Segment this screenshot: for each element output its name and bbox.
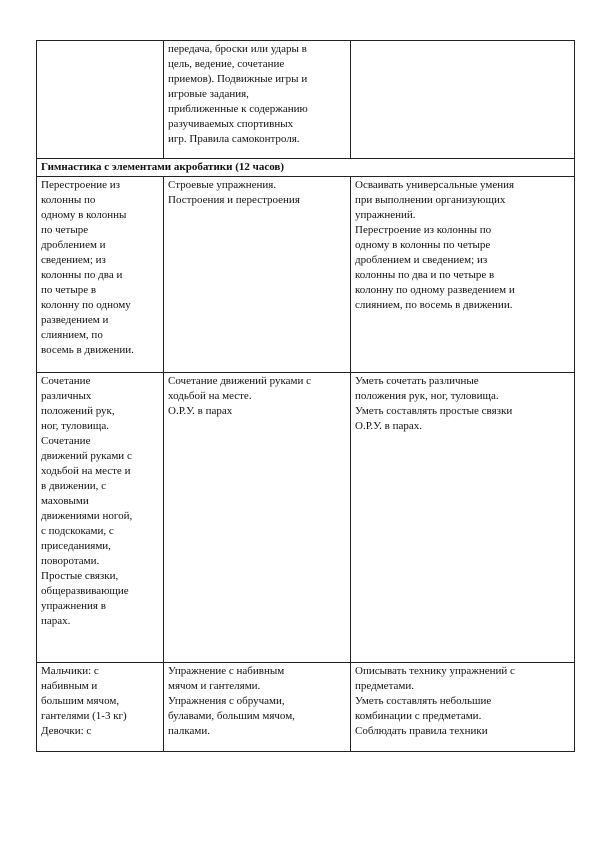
curriculum-table <box>36 40 575 752</box>
table-cell-content: передача, броски или удары в цель, ведение, сочетание приемов). Подвижные игры и игровые задания, приближенные к содержанию разучиваемых спортивных игр. Правила самоконтроля. <box>164 41 351 159</box>
table-row <box>37 663 575 752</box>
section-row <box>37 159 575 177</box>
table-cell-topic <box>37 41 164 159</box>
table-cell-content: Упражнение с набивным мячом и гантелями. Упражнения с обручами, булавами, большим мячом, палками. <box>164 663 351 752</box>
table-row <box>37 177 575 373</box>
table-cell-content: Строевые упражнения. Построения и перестроения <box>164 177 351 373</box>
table-cell-activities: Осваивать универсальные умения при выполнении организующих упражнений. Перестроение из колонны по одному в колонны по четыре дроблением и сведением; из колонны по два и по четыре в колонну по одному разведением и слиянием, по восемь в движении. <box>351 177 575 373</box>
table-row <box>37 41 575 159</box>
table-row <box>37 373 575 663</box>
table-cell-activities: Уметь сочетать различные положения рук, ног, туловища. Уметь составлять простые связки О.Р.У. в парах. <box>351 373 575 663</box>
section-heading: Гимнастика с элементами акробатики (12 часов) <box>37 159 575 177</box>
table-cell-content: Сочетание движений руками с ходьбой на месте. О.Р.У. в парах <box>164 373 351 663</box>
table-cell-topic: Перестроение из колонны по одному в колонны по четыре дроблением и сведением; из колонны по два и по четыре в колонну по одному разведением и слиянием, по восемь в движении. <box>37 177 164 373</box>
table-cell-activities <box>351 41 575 159</box>
table-cell-topic: Сочетание различных положений рук, ног, туловища. Сочетание движений руками с ходьбой на месте и в движении, с маховыми движениями ногой, с подскоками, с приседаниями, поворотами. Простые связки, общеразвивающие упражнения в парах. <box>37 373 164 663</box>
table-cell-topic: Мальчики: с набивным и большим мячом, гантелями (1-3 кг) Девочки: с <box>37 663 164 752</box>
table-cell-activities: Описывать технику упражнений с предметами. Уметь составлять небольшие комбинации с предметами. Соблюдать правила техники <box>351 663 575 752</box>
